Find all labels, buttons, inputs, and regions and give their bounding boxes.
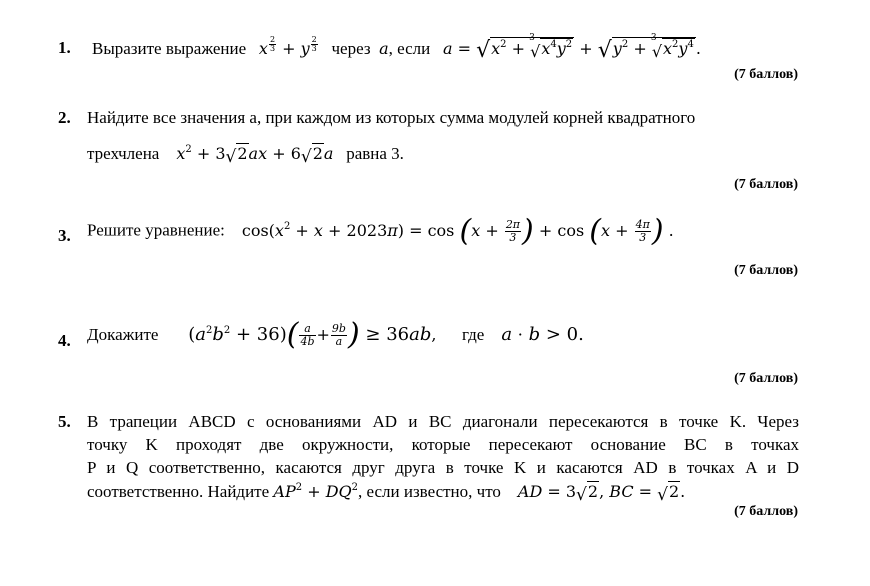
- problem-number: 1.: [58, 38, 71, 57]
- problem-number: 2.: [58, 108, 71, 127]
- points-label: (7 баллов): [734, 67, 798, 82]
- points-label: (7 баллов): [734, 177, 798, 192]
- math-condition: AD = 3√2, BC = √2.: [517, 482, 686, 505]
- problem-number: 5.: [58, 412, 71, 431]
- problem-number: 3.: [58, 226, 71, 245]
- math-var: a: [379, 39, 389, 58]
- points-label: (7 баллов): [734, 263, 798, 278]
- problem-text-part: трехчлена: [87, 144, 160, 163]
- problem-text-part: где: [461, 325, 485, 344]
- problem-text-line: точку K проходят две окружности, которые пересекают основание BC в точках: [87, 435, 799, 454]
- math-expression: $(a^2b^2 + 36)$( $\frac{a}{4b}$ + $\frac{9b}{a}$ ) ≥ 36ab,: [188, 317, 437, 352]
- problem-text-line: Найдите все значения a, при каждом из которых сумма модулей корней квадратного: [87, 108, 696, 127]
- problem-text: [92, 33, 701, 63]
- problem-text-part: соответственно. Найдите: [87, 482, 270, 501]
- problem-text-line: P и Q соответственно, касаются друг друга в точке K и касаются AD в точках A и D: [87, 458, 799, 477]
- math-condition: a · b > 0.: [501, 324, 584, 345]
- math-expression: $\cos(x^2 + x + 2023\pi) = \cos (x$ + $\frac{2\pi}{3}$ ) + cos (x + $\frac{4\pi}{3}$ ) .: [241, 213, 674, 248]
- points-label: (7 баллов): [734, 504, 798, 519]
- problem-text-part: Решите уравнение:: [87, 220, 225, 240]
- problem-number: 4.: [58, 331, 71, 350]
- problem-text-line: В трапеции ABCD с основаниями AD и BC диагонали пересекаются в точке K. Через: [87, 412, 799, 431]
- problem-text: [87, 213, 674, 248]
- problem-text-part: , если известно, что: [358, 482, 501, 501]
- problem-text-part: через: [331, 39, 371, 58]
- problem-text-line: [87, 143, 404, 167]
- problem-text-part: равна 3.: [346, 144, 404, 163]
- math-expression: x $^{\frac{2}{3}}$ + y $^{\frac{2}{3}}$: [258, 35, 317, 58]
- math-expression: $AP^2 + DQ^2$: [273, 482, 359, 501]
- problem-text-part: Докажите: [87, 325, 159, 344]
- problem-text-line: [87, 481, 685, 505]
- problem-text-part: , если: [388, 39, 431, 58]
- points-label: (7 баллов): [734, 371, 798, 386]
- problem-text-part: Выразите выражение: [92, 39, 247, 58]
- math-expression: $x^2 + 3√2ax + 6√2a$: [176, 144, 334, 167]
- problem-text: [87, 317, 584, 352]
- math-expression: $a = √x^2$ + 3 $√x^4y^2 + √y^2$ + 3 $√x^2y^4$ .: [442, 33, 701, 63]
